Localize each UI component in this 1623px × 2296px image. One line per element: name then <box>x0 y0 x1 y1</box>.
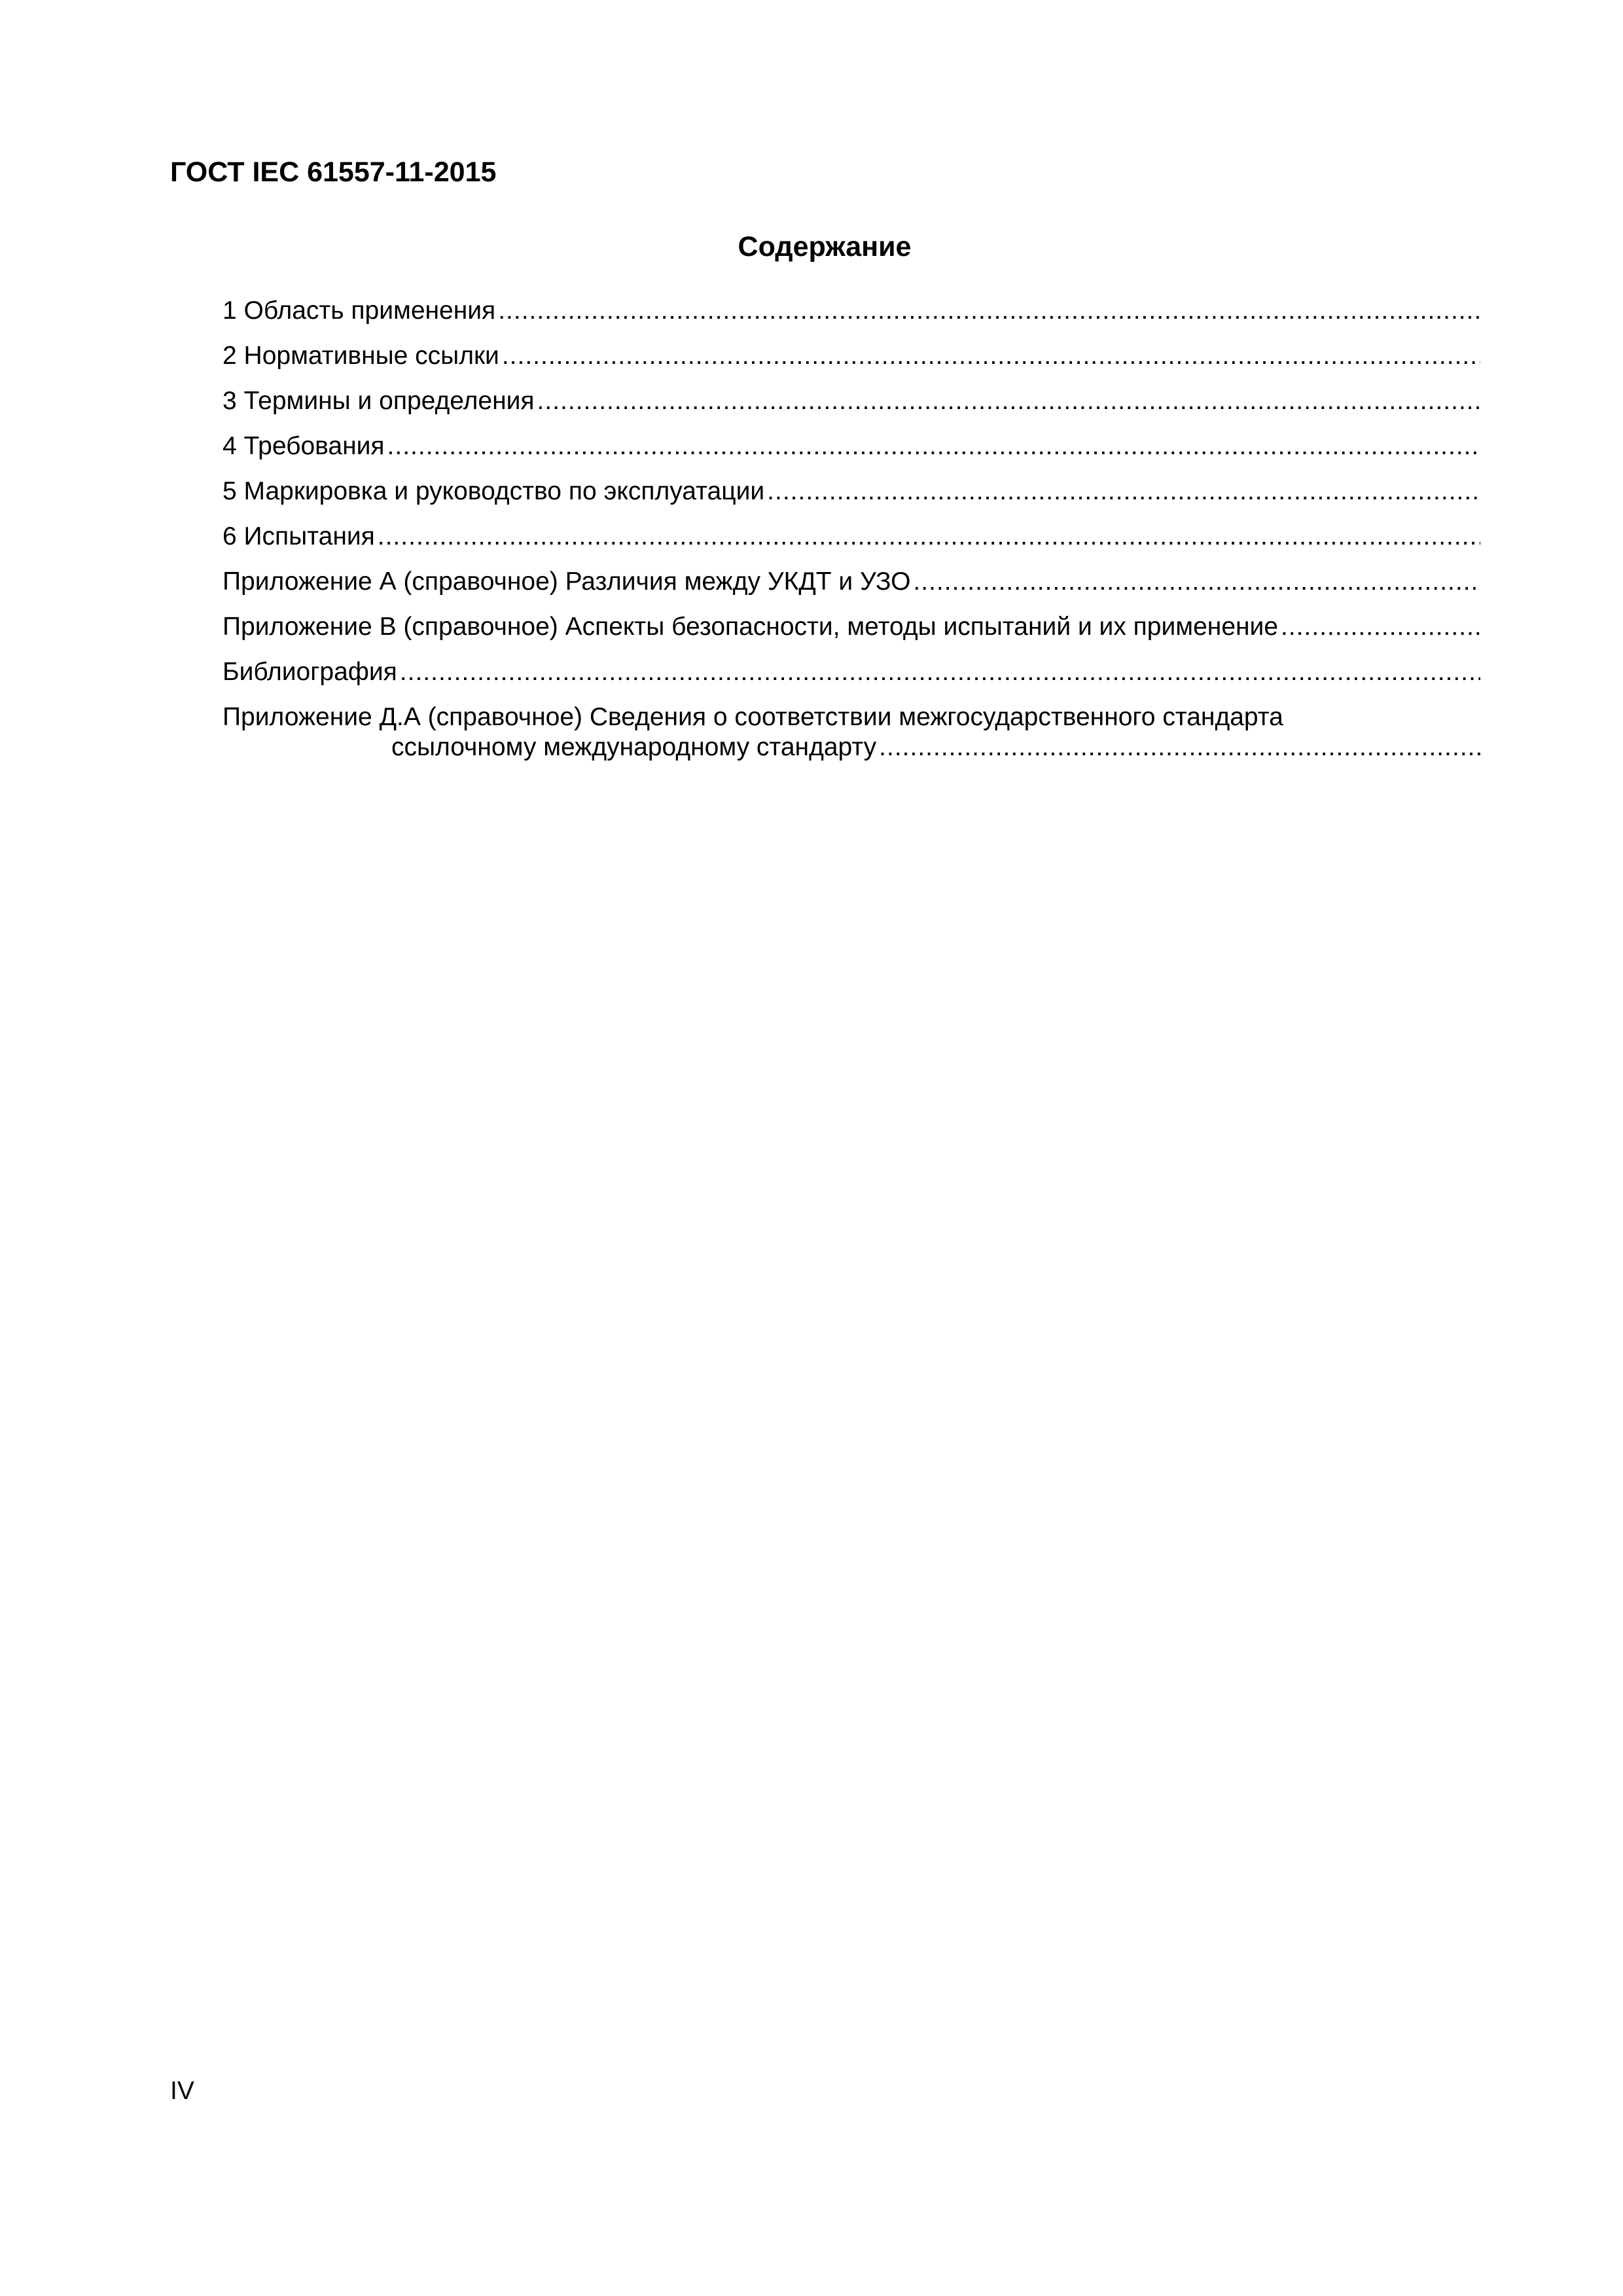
toc-item-tests[interactable] <box>223 522 1480 552</box>
toc-item-marking-manual[interactable] <box>223 476 1480 507</box>
toc-item-label: 1 Область применения <box>223 296 496 325</box>
toc-item-continuation <box>223 732 1480 762</box>
dot-leader <box>537 386 1480 416</box>
toc-item-label: Приложение В (справочное) Аспекты безопасности, методы испытаний и их применение <box>223 613 1279 641</box>
toc-item-bibliography[interactable] <box>223 657 1480 687</box>
dot-leader <box>1281 612 1480 642</box>
toc-item-normative-references[interactable] <box>223 341 1480 371</box>
dot-leader <box>387 431 1480 461</box>
toc-item-label: Приложение А (справочное) Различия между УКДТ и УЗО <box>223 567 911 596</box>
toc-item-annex-a[interactable] <box>223 567 1480 597</box>
toc-item-label: 2 Нормативные ссылки <box>223 342 499 370</box>
toc-item-label: 6 Испытания <box>223 522 375 550</box>
dot-leader <box>400 657 1480 687</box>
toc-item-annex-da[interactable] <box>223 702 1480 762</box>
dot-leader <box>378 522 1480 552</box>
dot-leader <box>767 476 1480 507</box>
toc-item-label: 5 Маркировка и руководство по эксплуатации <box>223 477 765 505</box>
toc-item-terms-definitions[interactable] <box>223 386 1480 416</box>
toc-item-annex-b[interactable] <box>223 612 1480 642</box>
dot-leader <box>913 567 1480 597</box>
toc-item-scope[interactable] <box>223 296 1480 326</box>
table-of-contents <box>223 296 1480 778</box>
dot-leader <box>502 341 1480 371</box>
page-number: IV <box>170 2077 194 2105</box>
document-header: ГОСТ IEC 61557-11-2015 <box>170 156 497 188</box>
dot-leader <box>879 732 1480 762</box>
toc-item-requirements[interactable] <box>223 431 1480 461</box>
toc-item-label: 4 Требования <box>223 432 385 460</box>
toc-item-label-line2: ссылочному международному стандарту <box>391 733 877 761</box>
toc-title: Содержание <box>738 231 912 262</box>
toc-item-label: Библиография <box>223 658 397 686</box>
toc-item-label: 3 Термины и определения <box>223 387 535 415</box>
dot-leader <box>498 296 1480 326</box>
toc-item-label-line1: Приложение Д.А (справочное) Сведения о соответствии межгосударственного стандарта <box>223 703 1283 731</box>
